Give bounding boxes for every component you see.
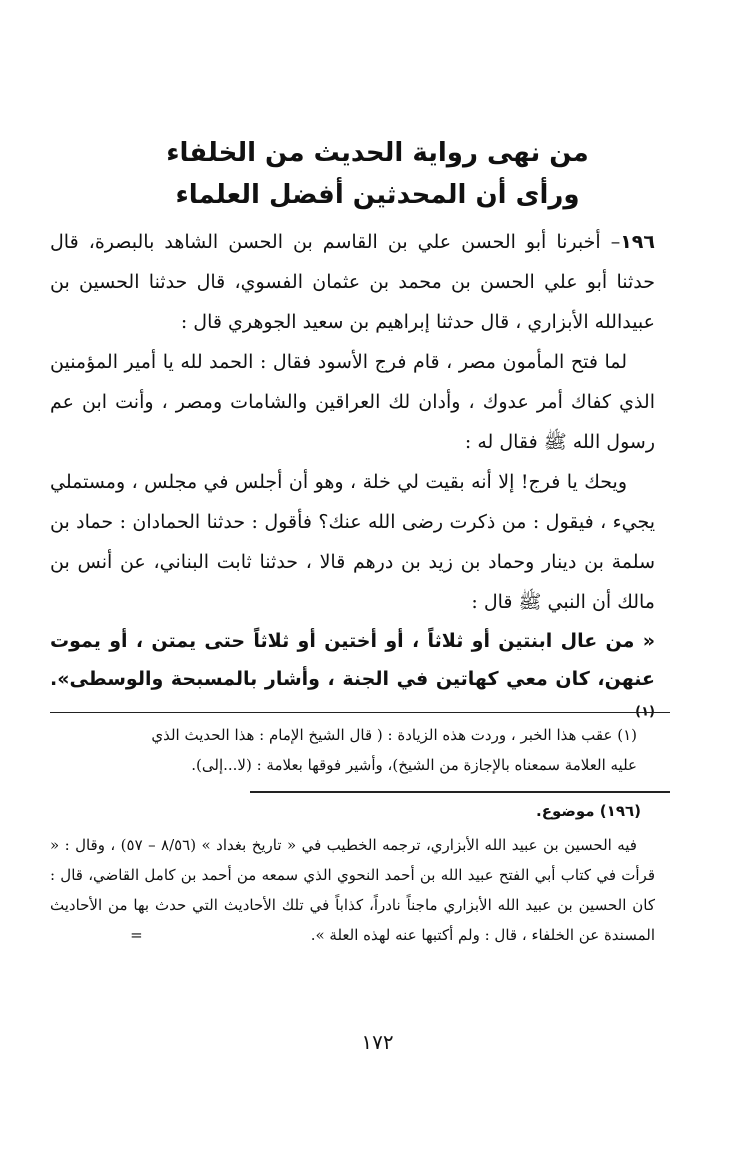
main-text bbox=[50, 222, 655, 736]
takhrij-notes bbox=[50, 796, 655, 950]
footnote-divider bbox=[50, 712, 670, 713]
footnote-1 bbox=[50, 720, 655, 780]
continuation-mark: = bbox=[130, 926, 143, 944]
footnote-1-line-2: عليه العلامة سمعناه بالإجازة من الشيخ)، وأشير فوقها بعلامة : (لا...إلى). bbox=[191, 756, 637, 774]
notes-verdict: (١٩٦) موضوع. bbox=[536, 802, 641, 820]
isnad-text: – أخبرنا أبو الحسن علي بن القاسم بن الحسن الشاهد بالبصرة، قال حدثنا أبو علي الحسن بن محمد بن عثمان الفسوي، قال حدثنا الحسين بن عبيدالله الأبزاري ، قال حدثنا إبراهيم بن سعيد الجوهري قال : bbox=[50, 231, 655, 333]
notes-divider bbox=[250, 791, 670, 793]
footnote-1-line-1: (١) عقب هذا الخبر ، وردت هذه الزيادة : ( قال الشيخ الإمام : هذا الحديث الذي bbox=[151, 726, 637, 744]
hadith-text bbox=[50, 622, 655, 736]
paragraph-isnad bbox=[50, 222, 655, 342]
footnote-reference: (١) bbox=[635, 704, 655, 720]
hadith-matn: « من عال ابنتين أو ثلاثاً ، أو أختين أو ثلاثاً حتى يمتن ، أو يموت عنهن، كان معي كهاتين في الجنة ، وأشار بالمسبحة والوسطى». bbox=[50, 630, 655, 690]
chapter-title-line-2: ورأى أن المحدثين أفضل العلماء bbox=[175, 180, 580, 210]
notes-body bbox=[50, 830, 655, 950]
notes-body-text: فيه الحسين بن عبيد الله الأبزاري، ترجمه الخطيب في « تاريخ بغداد » (٨/٥٦ – ٥٧) ، وقال : « قرأت في كتاب أبي الفتح عبيد الله بن أحمد النحوي الذي سمعه من أحمد بن كامل القاضي، قال : كان الحسين بن عبيد الله الأبزاري ماجناً نادراً، كذاباً في تلك الأحاديث التي حدث بها من الأحاديث المسندة عن الخلفاء ، قال : ولم أكتبها عنه لهذه العلة ». bbox=[50, 836, 655, 944]
page-number: ١٧٢ bbox=[361, 1030, 394, 1054]
paragraph-reply: ويحك يا فرج! إلا أنه بقيت لي خلة ، وهو أن أجلس في مجلس ، ومستملي يجيء ، فيقول : من ذكرت رضى الله عنك؟ فأقول : حدثنا الحمادان : حماد بن سلمة بن دينار وحماد بن زيد بن درهم قالا ، حدثنا ثابت البناني، عن أنس بن مالك أن النبي ﷺ قال : bbox=[50, 471, 655, 613]
paragraph-story: لما فتح المأمون مصر ، قام فرج الأسود فقال : الحمد لله يا أمير المؤمنين الذي كفاك أمر عدوك ، وأدان لك العراقين والشامات ومصر ، وأنت ابن عم رسول الله ﷺ فقال له : bbox=[50, 351, 655, 453]
chapter-title-line-1: من نهى رواية الحديث من الخلفاء bbox=[166, 138, 589, 168]
hadith-number: ١٩٦ bbox=[620, 231, 655, 253]
